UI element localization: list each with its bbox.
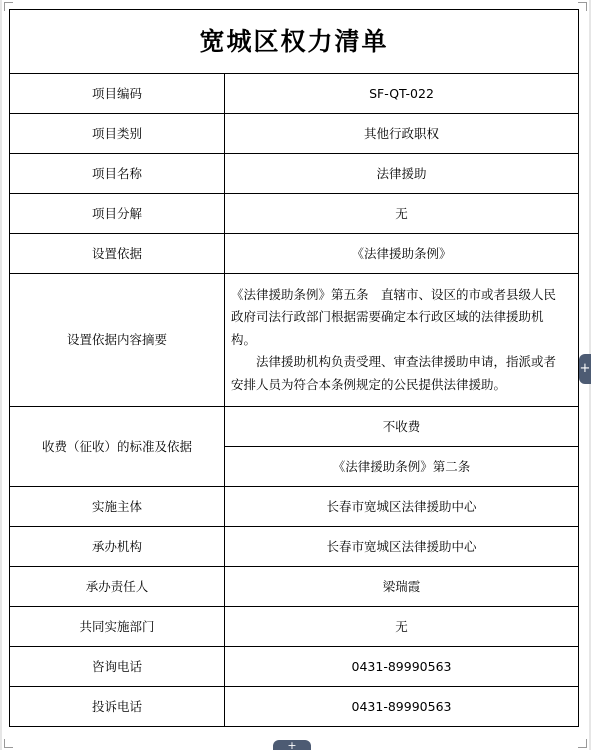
document-title: 宽城区权力清单 (10, 10, 579, 74)
row-label-name: 项目名称 (10, 154, 225, 194)
table-row (10, 234, 579, 274)
row-label-fee: 收费（征收）的标准及依据 (10, 407, 225, 487)
page-corner-mark (4, 739, 13, 748)
row-value-breakdown: 无 (225, 194, 579, 234)
row-value-code: SF-QT-022 (225, 74, 579, 114)
row-value-consult: 0431-89990563 (225, 647, 579, 687)
summary-paragraph-1: 《法律援助条例》第五条 直辖市、设区的市或者县级人民政府司法行政部门根据需要确定本行政区域的法律援助机构。 (231, 286, 557, 347)
page-corner-mark (578, 2, 587, 11)
row-label-category: 项目类别 (10, 114, 225, 154)
table-row (10, 647, 579, 687)
row-label-consult: 咨询电话 (10, 647, 225, 687)
side-expand-button[interactable] (579, 354, 591, 384)
plus-icon: + (287, 739, 297, 752)
table-row (10, 567, 579, 607)
row-value-complaint: 0431-89990563 (225, 687, 579, 727)
row-label-agency: 承办机构 (10, 527, 225, 567)
row-label-code: 项目编码 (10, 74, 225, 114)
row-value-name: 法律援助 (225, 154, 579, 194)
row-label-basis: 设置依据 (10, 234, 225, 274)
row-value-fee-basis: 《法律援助条例》第二条 (225, 447, 579, 487)
table-row (10, 527, 579, 567)
power-list-table (9, 9, 579, 727)
row-label-summary: 设置依据内容摘要 (10, 274, 225, 407)
table-row (10, 154, 579, 194)
table-row (10, 407, 579, 447)
row-value-basis: 《法律援助条例》 (225, 234, 579, 274)
table-row (10, 74, 579, 114)
table-row (10, 274, 579, 407)
page-edge-left (0, 0, 2, 750)
row-value-category: 其他行政职权 (225, 114, 579, 154)
table-row (10, 487, 579, 527)
row-value-fee-standard: 不收费 (225, 407, 579, 447)
summary-paragraph-2: 法律援助机构负责受理、审查法律援助申请，指派或者安排人员为符合本条例规定的公民提供法律援助。 (231, 354, 557, 392)
table-row (10, 194, 579, 234)
table-row (10, 607, 579, 647)
row-label-breakdown: 项目分解 (10, 194, 225, 234)
bottom-expand-button[interactable] (273, 740, 311, 750)
row-value-summary (225, 274, 579, 407)
plus-icon: + (579, 361, 591, 376)
row-value-agency: 长春市宽城区法律援助中心 (225, 527, 579, 567)
page-corner-mark (578, 739, 587, 748)
table-row (10, 114, 579, 154)
table-row (10, 687, 579, 727)
row-value-joint: 无 (225, 607, 579, 647)
row-label-entity: 实施主体 (10, 487, 225, 527)
row-label-joint: 共同实施部门 (10, 607, 225, 647)
row-value-responsible: 梁瑞霞 (225, 567, 579, 607)
row-label-complaint: 投诉电话 (10, 687, 225, 727)
row-value-entity: 长春市宽城区法律援助中心 (225, 487, 579, 527)
row-label-responsible: 承办责任人 (10, 567, 225, 607)
